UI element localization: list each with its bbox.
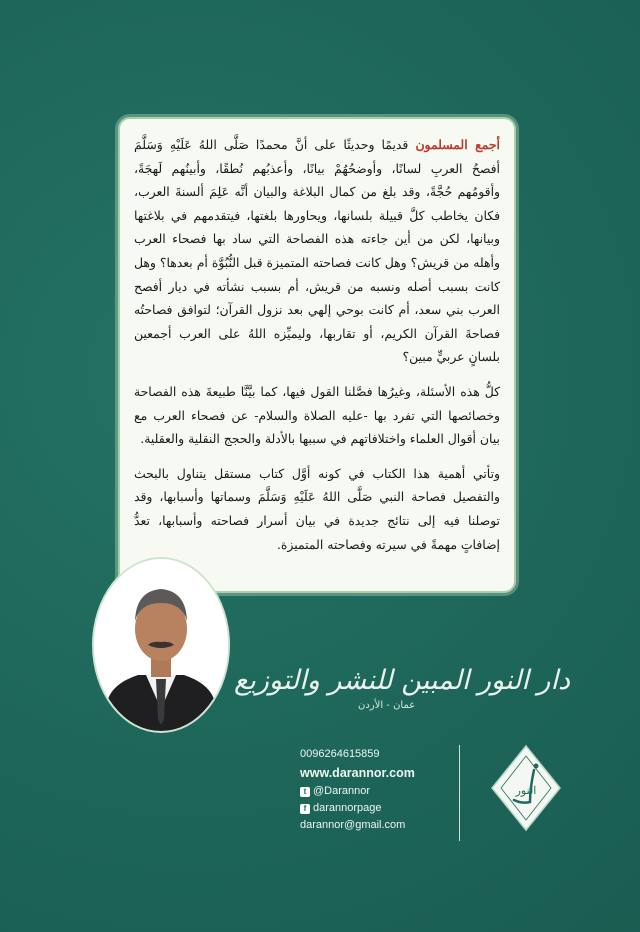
divider	[459, 745, 460, 841]
facebook-page: darannorpage	[313, 802, 382, 814]
facebook-icon: f	[300, 804, 310, 814]
author-portrait	[92, 557, 230, 733]
lead-phrase: أجمع المسلمون	[415, 137, 500, 152]
paragraph-2: كلُّ هذه الأسئلة، وغيرُها فصَّلنا القول فيها، كما بيَّنَّا طبيعةَ هذه الفصاحة وخصائصها التي تفرد بها -عليه الصلاة والسلام- عن فصحاء العرب مع بيان أقوال العلماء واختلافاتهم في سببها بالأدلة والحجج النقلية والعقلية.	[134, 383, 500, 447]
logo-text: النور	[515, 784, 537, 797]
paragraph-1-text: قديمًا وحديثًا على أنَّ محمدًا صَلَّى اللهُ عَلَيْهِ وَسَلَّمَ أفصحُ العربِ لسانًا، وأوضحُهُمْ بيانًا، وأعذبُهم نُطقًا، وأبينُهم لَهجَةً، وأقومُهم حُجَّةً، وقد بلغ من كمال البلاغة والبيان أنَّه عَلِمَ ألسنةَ العرب، فكان يخاطب كلَّ قبيلة بلسانها، ويحاورها بلغتها، فيتقدمهم في بلاغتها وبيانها، لكن من أين جاءته هذه الفصاحة التي ساد بها فصحاء العرب وأهله من قريش؟ وهل كانت فصاحته المتميزة قبل النُّبُوَّة أم بعدها؟ وهل كانت بسبب أصله ونسبه من قريش، أم بسبب نشأته في ديار أفصح العرب بني سعد، أم كانت بوحي إلهي بعد نزول القرآن؛ لتوافق فصاحتُه فصاحةَ القرآن الكريم، أو تقاربها، وليميِّزه اللهُ على العرب أجمعين بلسانٍ عربيٍّ مبين؟	[134, 137, 500, 365]
phone-number: 0096264615859	[300, 748, 380, 760]
twitter-icon: t	[300, 787, 310, 797]
publisher-name: دار النور المبين للنشر والتوزيع	[233, 665, 570, 696]
logo-diamond-icon	[490, 744, 562, 832]
paragraph-1	[134, 133, 500, 369]
twitter-row[interactable]	[300, 783, 415, 800]
paragraph-3: وتأتي أهمية هذا الكتاب في كونه أوَّل كتاب مستقل يتناول بالبحث والتفصيل فصاحة النبي صَلَّى اللهُ عَلَيْهِ وَسَلَّمَ وسماتها وأسبابها، وقد توصلنا فيه إلى نتائج جديدة في بيان أسرار فصاحته وأسبابها، تعدُّ إضافاتٍ مهمةً في سيرته وفصاحته المتميزة.	[134, 465, 500, 552]
website-link[interactable]: www.darannor.com	[300, 766, 415, 780]
email-address[interactable]: darannor@gmail.com	[300, 819, 406, 831]
contact-info	[300, 746, 415, 834]
author-photo-icon	[94, 559, 228, 731]
description-box	[118, 117, 516, 593]
facebook-row[interactable]	[300, 800, 415, 817]
publisher-logo	[490, 744, 562, 832]
publisher-place: عمان - الأردن	[358, 700, 416, 711]
twitter-handle: @Darannor	[313, 785, 371, 797]
